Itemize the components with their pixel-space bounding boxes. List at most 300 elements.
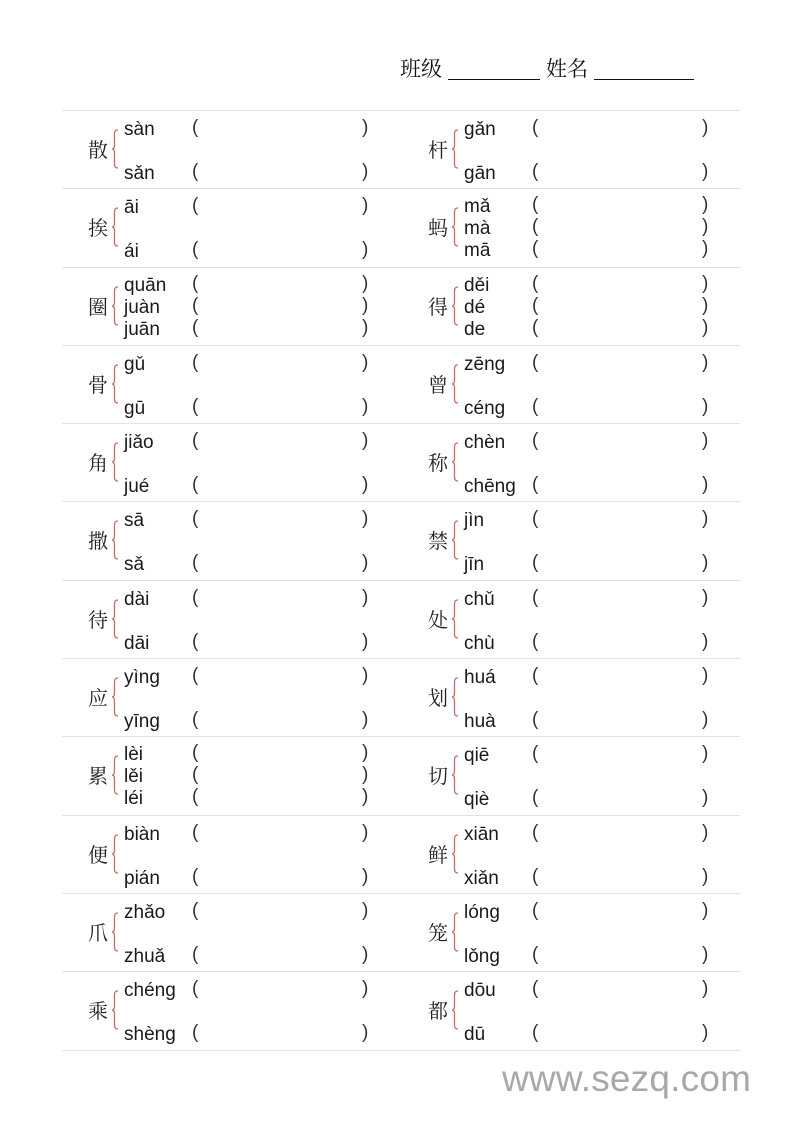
word-answer-field[interactable] — [544, 476, 700, 498]
reading-line — [464, 432, 714, 454]
student-info-header — [400, 52, 694, 84]
word-answer-field[interactable] — [204, 432, 360, 454]
polyphone-entry — [402, 972, 740, 1049]
open-parenthesis: ( — [192, 742, 199, 764]
word-answer-field[interactable] — [204, 510, 360, 532]
curly-brace-icon — [451, 129, 459, 169]
reading-line — [464, 218, 714, 240]
word-answer-field[interactable] — [544, 868, 700, 890]
close-parenthesis: ) — [362, 195, 369, 217]
pinyin-label: qiē — [464, 745, 490, 767]
reading-line — [124, 711, 374, 733]
close-parenthesis: ) — [702, 294, 709, 316]
reading-line — [124, 294, 374, 319]
polyphone-character: 得 — [428, 294, 448, 319]
open-parenthesis: ( — [532, 395, 539, 417]
open-parenthesis: ( — [192, 786, 199, 808]
pinyin-label: lóng — [464, 901, 500, 923]
close-parenthesis: ) — [702, 161, 709, 182]
reading-line — [124, 163, 374, 185]
open-parenthesis: ( — [532, 586, 539, 608]
close-parenthesis: ) — [702, 665, 709, 687]
open-parenthesis: ( — [192, 239, 199, 261]
word-answer-field[interactable] — [204, 297, 360, 319]
reading-line — [464, 789, 714, 811]
readings-group — [464, 424, 714, 501]
word-answer-field[interactable] — [544, 1024, 700, 1046]
close-parenthesis: ) — [702, 630, 709, 652]
polyphone-character: 笼 — [428, 920, 448, 945]
close-parenthesis: ) — [362, 239, 369, 261]
close-parenthesis: ) — [362, 272, 369, 294]
word-answer-field[interactable] — [204, 902, 360, 924]
polyphone-entry — [62, 346, 402, 423]
close-parenthesis: ) — [362, 161, 369, 182]
polyphone-character: 角 — [88, 451, 108, 476]
readings-group — [124, 502, 374, 579]
polyphone-character: 曾 — [428, 372, 448, 397]
close-parenthesis: ) — [362, 351, 369, 373]
open-parenthesis: ( — [192, 195, 199, 217]
word-answer-field[interactable] — [204, 633, 360, 655]
polyphone-character: 杆 — [428, 138, 448, 162]
open-parenthesis: ( — [192, 508, 199, 530]
close-parenthesis: ) — [362, 742, 369, 764]
word-answer-field[interactable] — [544, 510, 700, 532]
word-answer-field[interactable] — [204, 197, 360, 219]
reading-line — [124, 586, 374, 611]
polyphone-character: 挨 — [88, 216, 108, 241]
word-answer-field[interactable] — [204, 744, 360, 766]
close-parenthesis: ) — [702, 787, 709, 809]
readings-group — [464, 268, 714, 345]
pinyin-label: jìn — [464, 510, 485, 532]
word-answer-field[interactable] — [204, 824, 360, 846]
close-parenthesis: ) — [362, 430, 369, 452]
curly-brace-icon — [451, 442, 459, 482]
word-answer-field[interactable] — [204, 589, 360, 611]
reading-line — [464, 395, 714, 420]
word-answer-field[interactable] — [544, 218, 700, 240]
polyphone-character: 骨 — [88, 372, 108, 397]
readings-group — [464, 189, 714, 266]
polyphone-entry — [402, 737, 740, 814]
pinyin-label: jué — [124, 476, 150, 498]
close-parenthesis: ) — [702, 238, 709, 260]
word-answer-field[interactable] — [544, 667, 700, 689]
reading-line — [124, 865, 374, 890]
readings-group — [124, 111, 374, 188]
worksheet-row — [62, 659, 740, 737]
close-parenthesis: ) — [362, 709, 369, 731]
pinyin-label: dé — [464, 296, 486, 318]
pinyin-label: gǎn — [464, 119, 496, 140]
curly-brace-icon — [451, 912, 459, 952]
word-answer-field[interactable] — [204, 946, 360, 968]
word-answer-field[interactable] — [544, 119, 700, 141]
pinyin-label: xiǎn — [464, 867, 499, 889]
readings-group — [124, 737, 374, 814]
open-parenthesis: ( — [192, 899, 199, 921]
reading-line — [124, 241, 374, 263]
worksheet-row — [62, 424, 740, 502]
word-answer-field[interactable] — [544, 275, 700, 297]
pinyin-label: léi — [124, 788, 144, 810]
reading-line — [124, 667, 374, 689]
close-parenthesis: ) — [362, 1022, 369, 1044]
open-parenthesis: ( — [192, 821, 199, 843]
reading-line — [464, 1024, 714, 1046]
word-answer-field[interactable] — [204, 1024, 360, 1046]
reading-line — [124, 1024, 374, 1046]
word-answer-field[interactable] — [204, 868, 360, 890]
pinyin-label: céng — [464, 397, 506, 419]
curly-brace-icon — [451, 207, 459, 247]
polyphone-entry — [402, 894, 740, 971]
close-parenthesis: ) — [362, 899, 369, 921]
pinyin-label: yìng — [124, 667, 160, 689]
open-parenthesis: ( — [532, 665, 539, 687]
open-parenthesis: ( — [532, 1022, 539, 1044]
name-blank-line[interactable] — [594, 55, 694, 80]
reading-line — [124, 395, 374, 420]
reading-line — [464, 163, 714, 185]
readings-group — [124, 346, 374, 423]
close-parenthesis: ) — [702, 351, 709, 373]
close-parenthesis: ) — [702, 474, 709, 496]
pinyin-label: mā — [464, 240, 491, 262]
polyphone-entry — [402, 346, 740, 423]
polyphone-worksheet-table — [62, 110, 740, 1051]
word-answer-field[interactable] — [204, 980, 360, 1002]
reading-line — [124, 554, 374, 576]
pinyin-label: qiè — [464, 789, 490, 811]
close-parenthesis: ) — [702, 508, 709, 530]
open-parenthesis: ( — [532, 272, 539, 294]
worksheet-row — [62, 894, 740, 972]
polyphone-entry — [402, 659, 740, 736]
close-parenthesis: ) — [362, 786, 369, 808]
polyphone-character: 鲜 — [428, 842, 448, 867]
word-answer-field[interactable] — [544, 745, 700, 767]
open-parenthesis: ( — [192, 272, 199, 294]
polyphone-entry — [62, 424, 402, 501]
pinyin-label: ái — [124, 241, 139, 263]
polyphone-character: 乘 — [88, 999, 108, 1024]
close-parenthesis: ) — [702, 216, 709, 238]
word-answer-field[interactable] — [204, 554, 360, 576]
reading-line — [464, 476, 714, 498]
reading-line — [124, 630, 374, 655]
polyphone-entry — [62, 189, 402, 266]
curly-brace-icon — [111, 520, 119, 560]
pinyin-label: sǎ — [124, 554, 145, 576]
word-answer-field[interactable] — [204, 667, 360, 689]
reading-line — [124, 119, 374, 141]
pinyin-label: lèi — [124, 744, 144, 766]
reading-line — [124, 510, 374, 532]
reading-line — [124, 432, 374, 454]
close-parenthesis: ) — [362, 943, 369, 965]
word-answer-field[interactable] — [204, 788, 360, 810]
open-parenthesis: ( — [532, 630, 539, 652]
readings-group — [464, 346, 714, 423]
pinyin-label: děi — [464, 274, 490, 296]
open-parenthesis: ( — [532, 316, 539, 338]
polyphone-entry — [62, 737, 402, 814]
open-parenthesis: ( — [192, 351, 199, 373]
readings-group — [124, 972, 374, 1049]
polyphone-entry — [402, 111, 740, 188]
polyphone-character: 爪 — [88, 920, 108, 945]
polyphone-character: 称 — [428, 451, 448, 476]
reading-line — [464, 119, 714, 141]
close-parenthesis: ) — [702, 865, 709, 887]
pinyin-label: yīng — [124, 711, 160, 733]
polyphone-entry — [402, 581, 740, 658]
worksheet-row — [62, 111, 740, 189]
worksheet-row — [62, 346, 740, 424]
open-parenthesis: ( — [192, 943, 199, 965]
pinyin-label: dōu — [464, 980, 496, 1002]
open-parenthesis: ( — [532, 865, 539, 887]
word-answer-field[interactable] — [544, 297, 700, 319]
open-parenthesis: ( — [192, 665, 199, 687]
pinyin-label: lǒng — [464, 945, 500, 967]
polyphone-character: 划 — [428, 686, 448, 711]
readings-group — [464, 816, 714, 893]
word-answer-field[interactable] — [544, 946, 700, 968]
worksheet-row — [62, 268, 740, 346]
curly-brace-icon — [111, 990, 119, 1030]
open-parenthesis: ( — [192, 294, 199, 316]
polyphone-entry — [62, 268, 402, 345]
close-parenthesis: ) — [362, 474, 369, 496]
curly-brace-icon — [111, 286, 119, 326]
open-parenthesis: ( — [192, 865, 199, 887]
word-answer-field[interactable] — [204, 711, 360, 733]
word-answer-field[interactable] — [544, 902, 700, 924]
open-parenthesis: ( — [192, 630, 199, 652]
word-answer-field[interactable] — [204, 319, 360, 341]
reading-line — [124, 272, 374, 297]
open-parenthesis: ( — [192, 117, 199, 138]
reading-line — [464, 510, 714, 532]
readings-group — [464, 894, 714, 971]
pinyin-label: huà — [464, 711, 496, 733]
open-parenthesis: ( — [532, 430, 539, 452]
word-answer-field[interactable] — [544, 789, 700, 811]
close-parenthesis: ) — [702, 272, 709, 294]
word-answer-field[interactable] — [204, 354, 360, 376]
reading-line — [464, 554, 714, 576]
readings-group — [124, 894, 374, 971]
open-parenthesis: ( — [532, 821, 539, 843]
reading-line — [124, 351, 374, 376]
pinyin-label: mǎ — [464, 196, 491, 218]
pinyin-label: lěi — [124, 766, 144, 788]
reading-line — [124, 980, 374, 1002]
readings-group — [124, 581, 374, 658]
open-parenthesis: ( — [532, 161, 539, 182]
readings-group — [124, 659, 374, 736]
polyphone-character: 应 — [88, 686, 108, 711]
pinyin-label: sǎn — [124, 163, 155, 184]
curly-brace-icon — [451, 834, 459, 874]
curly-brace-icon — [111, 364, 119, 404]
close-parenthesis: ) — [702, 978, 709, 1000]
class-blank-line[interactable] — [448, 55, 540, 80]
pinyin-label: jiǎo — [124, 432, 154, 454]
pinyin-label: huá — [464, 667, 496, 689]
open-parenthesis: ( — [532, 351, 539, 373]
curly-brace-icon — [111, 834, 119, 874]
open-parenthesis: ( — [192, 978, 199, 1000]
reading-line — [464, 630, 714, 655]
polyphone-character: 便 — [88, 842, 108, 867]
reading-line — [464, 272, 714, 297]
polyphone-entry — [402, 502, 740, 579]
word-answer-field[interactable] — [544, 240, 700, 262]
word-answer-field[interactable] — [544, 398, 700, 420]
polyphone-entry — [402, 268, 740, 345]
pinyin-label: xiān — [464, 823, 499, 845]
worksheet-row — [62, 972, 740, 1050]
pinyin-label: juān — [124, 318, 160, 340]
readings-group — [124, 189, 374, 266]
reading-line — [464, 821, 714, 846]
reading-line — [464, 980, 714, 1002]
close-parenthesis: ) — [702, 899, 709, 921]
word-answer-field[interactable] — [204, 241, 360, 263]
curly-brace-icon — [451, 990, 459, 1030]
close-parenthesis: ) — [362, 316, 369, 338]
pinyin-label: sàn — [124, 119, 155, 140]
reading-line — [124, 766, 374, 788]
open-parenthesis: ( — [192, 430, 199, 452]
close-parenthesis: ) — [702, 709, 709, 731]
pinyin-label: chèn — [464, 432, 506, 454]
open-parenthesis: ( — [532, 743, 539, 765]
worksheet-row — [62, 189, 740, 267]
pinyin-label: dū — [464, 1024, 486, 1046]
word-answer-field[interactable] — [544, 432, 700, 454]
reading-line — [124, 788, 374, 810]
reading-line — [124, 316, 374, 341]
word-answer-field[interactable] — [544, 589, 700, 611]
pinyin-label: jīn — [464, 554, 485, 576]
reading-line — [124, 899, 374, 924]
word-answer-field[interactable] — [544, 354, 700, 376]
open-parenthesis: ( — [532, 709, 539, 731]
close-parenthesis: ) — [362, 665, 369, 687]
open-parenthesis: ( — [192, 552, 199, 574]
word-answer-field[interactable] — [204, 275, 360, 297]
curly-brace-icon — [111, 677, 119, 717]
close-parenthesis: ) — [362, 978, 369, 1000]
reading-line — [124, 744, 374, 766]
readings-group — [464, 502, 714, 579]
word-answer-field[interactable] — [204, 476, 360, 498]
class-label: 班级 — [400, 57, 442, 81]
pinyin-label: juàn — [124, 296, 160, 318]
polyphone-entry — [62, 894, 402, 971]
close-parenthesis: ) — [702, 1022, 709, 1044]
close-parenthesis: ) — [702, 552, 709, 574]
word-answer-field[interactable] — [544, 319, 700, 341]
reading-line — [464, 586, 714, 611]
polyphone-character: 撒 — [88, 529, 108, 554]
polyphone-entry — [402, 816, 740, 893]
pinyin-label: zhuǎ — [124, 945, 166, 967]
reading-line — [124, 197, 374, 219]
word-answer-field[interactable] — [544, 824, 700, 846]
open-parenthesis: ( — [192, 316, 199, 338]
open-parenthesis: ( — [532, 117, 539, 138]
name-label: 姓名 — [546, 57, 588, 81]
curly-brace-icon — [111, 442, 119, 482]
open-parenthesis: ( — [532, 899, 539, 921]
open-parenthesis: ( — [192, 1022, 199, 1044]
close-parenthesis: ) — [702, 194, 709, 216]
curly-brace-icon — [451, 286, 459, 326]
polyphone-character: 处 — [428, 607, 448, 632]
reading-line — [464, 899, 714, 924]
word-answer-field[interactable] — [544, 633, 700, 655]
reading-line — [464, 196, 714, 218]
reading-line — [124, 476, 374, 498]
pinyin-label: chǔ — [464, 588, 495, 610]
curly-brace-icon — [111, 207, 119, 247]
word-answer-field[interactable] — [544, 980, 700, 1002]
close-parenthesis: ) — [702, 395, 709, 417]
word-answer-field[interactable] — [204, 766, 360, 788]
readings-group — [464, 972, 714, 1049]
watermark: www.sezq.com — [502, 1058, 752, 1099]
word-answer-field[interactable] — [544, 196, 700, 218]
reading-line — [464, 351, 714, 376]
open-parenthesis: ( — [532, 787, 539, 809]
worksheet-row — [62, 737, 740, 815]
close-parenthesis: ) — [362, 294, 369, 316]
pinyin-label: chéng — [124, 980, 176, 1002]
close-parenthesis: ) — [702, 117, 709, 138]
word-answer-field[interactable] — [544, 163, 700, 185]
word-answer-field[interactable] — [544, 554, 700, 576]
reading-line — [464, 240, 714, 262]
close-parenthesis: ) — [362, 865, 369, 887]
word-answer-field[interactable] — [544, 711, 700, 733]
polyphone-entry — [62, 581, 402, 658]
close-parenthesis: ) — [362, 586, 369, 608]
reading-line — [464, 667, 714, 689]
pinyin-label: sā — [124, 510, 145, 532]
open-parenthesis: ( — [532, 552, 539, 574]
word-answer-field[interactable] — [204, 398, 360, 420]
close-parenthesis: ) — [362, 821, 369, 843]
reading-line — [464, 745, 714, 767]
pinyin-label: de — [464, 318, 486, 340]
readings-group — [124, 424, 374, 501]
word-answer-field[interactable] — [204, 163, 360, 185]
pinyin-label: pián — [124, 867, 160, 889]
pinyin-label: biàn — [124, 823, 160, 845]
polyphone-character: 切 — [428, 764, 448, 789]
open-parenthesis: ( — [532, 216, 539, 238]
reading-line — [464, 865, 714, 890]
curly-brace-icon — [111, 599, 119, 639]
word-answer-field[interactable] — [204, 119, 360, 141]
